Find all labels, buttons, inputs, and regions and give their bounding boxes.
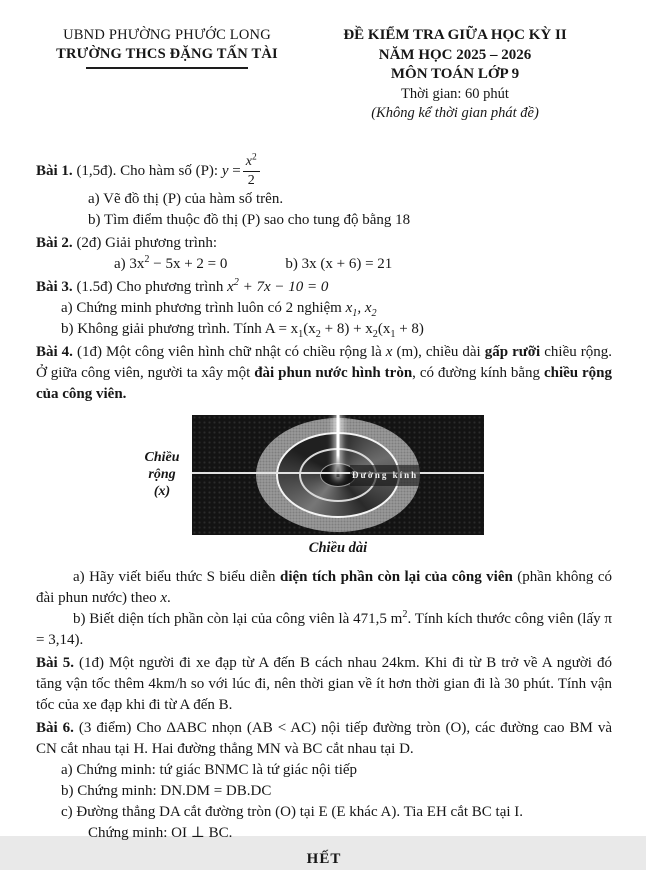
problem-3-title: Bài 3. (1.5đ) Cho phương trình $x^2 + 7x - 10 = 0$: [36, 276, 329, 295]
fraction-denominator: 2: [247, 173, 255, 188]
problem-3-item-a: a) Chứng minh phương trình luôn có 2 nghiệm $x_1$, $x_2$: [61, 299, 377, 319]
school-name-underline: [86, 67, 248, 69]
exam-title-block: [298, 26, 612, 124]
problem-1-statement: Bài 1. (1,5đ). Cho hàm số (P): y =: [36, 163, 241, 179]
exam-body: [36, 152, 612, 870]
problem-6-item-c-line2: Chứng minh: OI ⊥ BC.: [88, 824, 233, 841]
diameter-label: Đường kính: [350, 465, 420, 486]
problem-1-item-b: b) Tìm điểm thuộc đồ thị (P) sao cho tung độ bằng 18: [88, 211, 411, 228]
problem-2-title: Bài 2. (2đ) Giải phương trình:: [36, 234, 218, 251]
duration-note: (Không kể thời gian phát đề): [371, 105, 539, 121]
problem-4-item-a: a) Hãy viết biểu thức S biểu diễn diện tích phần còn lại của công viên (phần không có đài phun nước) theo x.: [36, 568, 612, 606]
exam-title: ĐỀ KIỂM TRA GIỮA HỌC KỲ II: [343, 27, 567, 43]
problem-6-item-c: c) Đường thẳng DA cắt đường tròn (O) tại E (E khác A). Tia EH cắt BC tại I.: [61, 803, 524, 820]
problem-5-text: Bài 5. (1đ) Một người đi xe đạp từ A đến B cách nhau 24km. Khi đi từ B trở về A người đó tăng vận tốc thêm 4km/h so với lúc đi, nên thời gian về ít hơn thời gian đi là 30 phút. Tính vận tốc của xe đạp khi đi từ A đến B.: [36, 654, 612, 713]
problem-6-item-b: b) Chứng minh: DN.DM = DB.DC: [61, 782, 272, 799]
park-figure: [36, 415, 612, 535]
duration-line: Thời gian: 60 phút: [401, 85, 509, 102]
math-fraction: [243, 152, 260, 188]
problem-2-item-a: a) $3x^2 - 5x + 2 = 0$: [114, 253, 228, 272]
problem-1-title: [36, 152, 612, 189]
school-name: TRƯỜNG THCS ĐẶNG TẤN TÀI: [56, 46, 278, 62]
page-header: [36, 26, 612, 124]
park-image: [192, 415, 484, 535]
problem-3-item-b: b) Không giải phương trình. Tính $A = x_1(x_2 + 8) + x_2(x_1 + 8)$: [61, 320, 424, 340]
issuing-org-block: [36, 26, 298, 69]
problem-2-item-b: b) 3x (x + 6) = 21: [285, 255, 393, 272]
water-spray: [337, 415, 340, 477]
end-label: HẾT: [306, 850, 342, 867]
fraction-numerator: $x^2$: [243, 155, 260, 172]
school-year: NĂM HỌC 2025 – 2026: [378, 46, 532, 63]
problem-4-item-b: b) Biết diện tích phần còn lại của công viên là 471,5 $m^2$. Tính kích thước công viên (lấy π = 3,14).: [36, 608, 612, 648]
length-label: Chiều dài: [308, 539, 368, 556]
problem-2-items: [114, 254, 612, 275]
org-name: UBND PHƯỜNG PHƯỚC LONG: [63, 27, 271, 43]
width-label: Chiều rộng (x): [144, 450, 180, 499]
subject-line: MÔN TOÁN LỚP 9: [390, 66, 520, 82]
problem-4-intro: Bài 4. (1đ) Một công viên hình chữ nhật có chiều rộng là x (m), chiều dài gấp rưỡi chiều rộng. Ở giữa công viên, người ta xây một đài phun nước hình tròn, có đường kính bằng chiều rộng của công viên.: [36, 343, 612, 402]
problem-6-intro: Bài 6. (3 điểm) Cho ΔABC nhọn (AB < AC) nội tiếp đường tròn (O), các đường cao BM và CN cắt nhau tại H. Hai đường thẳng MN và BC cắt nhau tại D.: [36, 719, 612, 757]
problem-6-item-a: a) Chứng minh: tứ giác BNMC là tứ giác nội tiếp: [61, 761, 358, 778]
problem-1-item-a: a) Vẽ đồ thị (P) của hàm số trên.: [88, 190, 284, 207]
